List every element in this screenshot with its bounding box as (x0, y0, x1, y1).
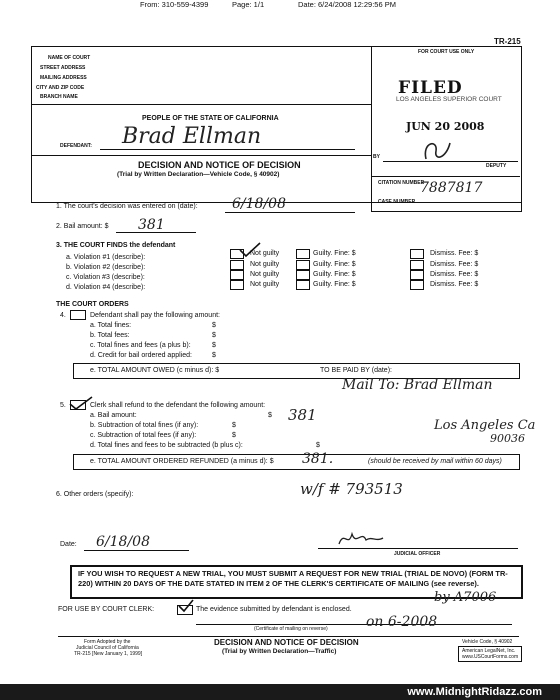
form-id: TR-215 (494, 37, 521, 46)
item5-label: Clerk shall refund to the defendant the following amount: (90, 402, 266, 409)
mail-to-note: Mail To: Brad Ellman (342, 377, 493, 393)
item5-number: 5. (60, 402, 66, 409)
guilty-checkbox-4[interactable] (296, 280, 310, 290)
item5-d-dollar: $ (316, 442, 320, 449)
citation-value: 7887817 (420, 180, 483, 196)
footer-uscourtforms: www.USCourtForms.com (462, 654, 519, 660)
form-title: DECISION AND NOTICE OF DECISION (138, 160, 301, 170)
not-guilty-checkbox-2[interactable] (230, 260, 244, 270)
mailing-label: MAILING ADDRESS (40, 75, 87, 81)
street-label: STREET ADDRESS (40, 65, 86, 71)
evidence-label: The evidence submitted by defendant is enclosed. (196, 606, 352, 613)
not-guilty-checkbox-3[interactable] (230, 270, 244, 280)
citation-label: CITATION NUMBER (378, 180, 425, 186)
date-label: Date: (60, 541, 77, 548)
evidence-check-mark-icon (177, 599, 195, 613)
dismiss-label-4: Dismiss. Fee: $ (430, 281, 479, 288)
item4-a: a. Total fines: (90, 322, 132, 329)
guilty-label-2: Guilty. Fine: $ (313, 261, 356, 268)
item5-b-dollar: $ (232, 422, 236, 429)
by-note: by A7006 (434, 590, 497, 605)
footer-left-3: TR-215 [New January 1, 1999] (74, 651, 143, 657)
violation-4: d. Violation #4 (describe): (66, 284, 146, 291)
item5-e-note: (should be received by mail within 60 days) (368, 458, 502, 465)
item4-d: d. Credit for bail ordered applied: (90, 352, 192, 359)
item4-b-dollar: $ (212, 332, 216, 339)
filed-date: JUN 20 2008 (406, 120, 485, 133)
guilty-checkbox-2[interactable] (296, 260, 310, 270)
item4-d-dollar: $ (212, 352, 216, 359)
item4-b: b. Total fees: (90, 332, 130, 339)
item4-paid-by: TO BE PAID BY (date): (320, 367, 392, 374)
item4-c-dollar: $ (212, 342, 216, 349)
fax-from: From: 310-559-4399 (140, 0, 209, 9)
dismiss-checkbox-3[interactable] (410, 270, 424, 280)
item5-a-value: 381 (288, 406, 317, 424)
item1-value: 6/18/08 (232, 196, 286, 212)
people-label: PEOPLE OF THE STATE OF CALIFORNIA (142, 115, 279, 122)
item5-c: c. Subtraction of total fees (if any): (90, 432, 197, 439)
date-value: 6/18/08 (96, 534, 150, 550)
case-label: CASE NUMBER (378, 199, 416, 205)
item5-e: e. TOTAL AMOUNT ORDERED REFUNDED (a minus d): $ (90, 458, 274, 465)
not-guilty-label-1: Not guilty (250, 250, 280, 257)
violation-2: b. Violation #2 (describe): (66, 264, 146, 271)
guilty-checkbox-1[interactable] (296, 249, 310, 259)
violation-1: a. Violation #1 (describe): (66, 254, 146, 261)
item4-checkbox[interactable] (70, 310, 86, 320)
footer-title: DECISION AND NOTICE OF DECISION (214, 638, 359, 647)
not-guilty-checkbox-4[interactable] (230, 280, 244, 290)
violation-3: c. Violation #3 (describe): (66, 274, 145, 281)
footer-vehicle-code: Vehicle Code, § 40902 (462, 639, 513, 645)
court-orders-heading: THE COURT ORDERS (56, 301, 129, 308)
footer-left-1: Form Adopted by the (84, 639, 131, 645)
guilty-checkbox-3[interactable] (296, 270, 310, 280)
judge-signature (336, 526, 386, 550)
item5-a-dollar: $ (268, 412, 272, 419)
dismiss-checkbox-4[interactable] (410, 280, 424, 290)
not-guilty-label-3: Not guilty (250, 271, 280, 278)
footer-left-2: Judicial Council of California (76, 645, 139, 651)
dismiss-label-2: Dismiss. Fee: $ (430, 261, 479, 268)
item4-number: 4. (60, 312, 66, 319)
stamp-court: LOS ANGELES SUPERIOR COURT (396, 96, 502, 103)
by-label: BY (373, 154, 380, 160)
guilty-label-3: Guilty. Fine: $ (313, 271, 356, 278)
filed-stamp: FILED (398, 78, 463, 98)
item5-d: d. Total fines and fees to be subtracted (b plus c): (90, 442, 243, 449)
notice-text: IF YOU WISH TO REQUEST A NEW TRIAL, YOU MUST SUBMIT A REQUEST FOR NEW TRIAL (TRIAL DE NOVO) (FORM TR-220) WITHIN 20 DAYS OF THE DATE STATED IN ITEM 2 OF THE CLERK'S CERTIFICATE OF MAILING (see reverse). (78, 569, 508, 588)
dismiss-label-3: Dismiss. Fee: $ (430, 271, 479, 278)
footer-legalnet: American LegalNet, Inc. (462, 648, 516, 654)
item5-a: a. Bail amount: (90, 412, 137, 419)
deputy-label: DEPUTY (486, 163, 507, 169)
defendant-label: DEFENDANT: (60, 143, 92, 149)
dismiss-label-1: Dismiss. Fee: $ (430, 250, 479, 257)
item5-e-value: 381. (302, 451, 334, 467)
item1-label: 1. The court's decision was entered on (date): (56, 203, 198, 210)
item3-label: 3. THE COURT FINDS the defendant (56, 242, 176, 249)
item5-b: b. Subtraction of total fines (if any): (90, 422, 199, 429)
item6-value: w/f # 793513 (300, 480, 403, 498)
item5-c-dollar: $ (232, 432, 236, 439)
not-guilty-label-4: Not guilty (250, 281, 280, 288)
item6-label: 6. Other orders (specify): (56, 491, 134, 498)
guilty-label-1: Guilty. Fine: $ (313, 250, 356, 257)
fax-header (0, 0, 560, 10)
court-use-only: FOR COURT USE ONLY (418, 49, 475, 55)
item4-c: c. Total fines and fees (a plus b): (90, 342, 191, 349)
watermark-text: www.MidnightRidazz.com (407, 686, 542, 698)
dismiss-checkbox-2[interactable] (410, 260, 424, 270)
fax-date: Date: 6/24/2008 12:29:56 PM (298, 0, 396, 9)
clerk-signature (420, 137, 460, 165)
defendant-name: Brad Ellman (122, 124, 262, 149)
certificate-note: (Certificate of mailing on reverse) (254, 626, 328, 632)
court-label: NAME OF COURT (48, 55, 91, 61)
branch-label: BRANCH NAME (40, 94, 78, 100)
item2-label: 2. Bail amount: $ (56, 223, 109, 230)
clerk-use-label: FOR USE BY COURT CLERK: (58, 606, 155, 613)
item4-e: e. TOTAL AMOUNT OWED (c minus d): $ (90, 367, 220, 374)
on-note: on 6-2008 (366, 614, 438, 630)
judicial-officer-label: JUDICIAL OFFICER (394, 551, 441, 557)
footer-subtitle: (Trial by Written Declaration—Traffic) (222, 648, 337, 655)
not-guilty-label-2: Not guilty (250, 261, 280, 268)
form-subtitle: (Trial by Written Declaration—Vehicle Code, § 40902) (117, 171, 280, 178)
city-note: Los Angeles Ca (434, 418, 536, 433)
item2-value: 381 (138, 217, 165, 233)
city-label: CITY AND ZIP CODE (36, 85, 85, 91)
guilty-label-4: Guilty. Fine: $ (313, 281, 356, 288)
zip-note: 90036 (490, 432, 525, 445)
item4-label: Defendant shall pay the following amount: (90, 312, 220, 319)
item4-a-dollar: $ (212, 322, 216, 329)
dismiss-checkbox-1[interactable] (410, 249, 424, 259)
fax-page: Page: 1/1 (232, 0, 265, 9)
